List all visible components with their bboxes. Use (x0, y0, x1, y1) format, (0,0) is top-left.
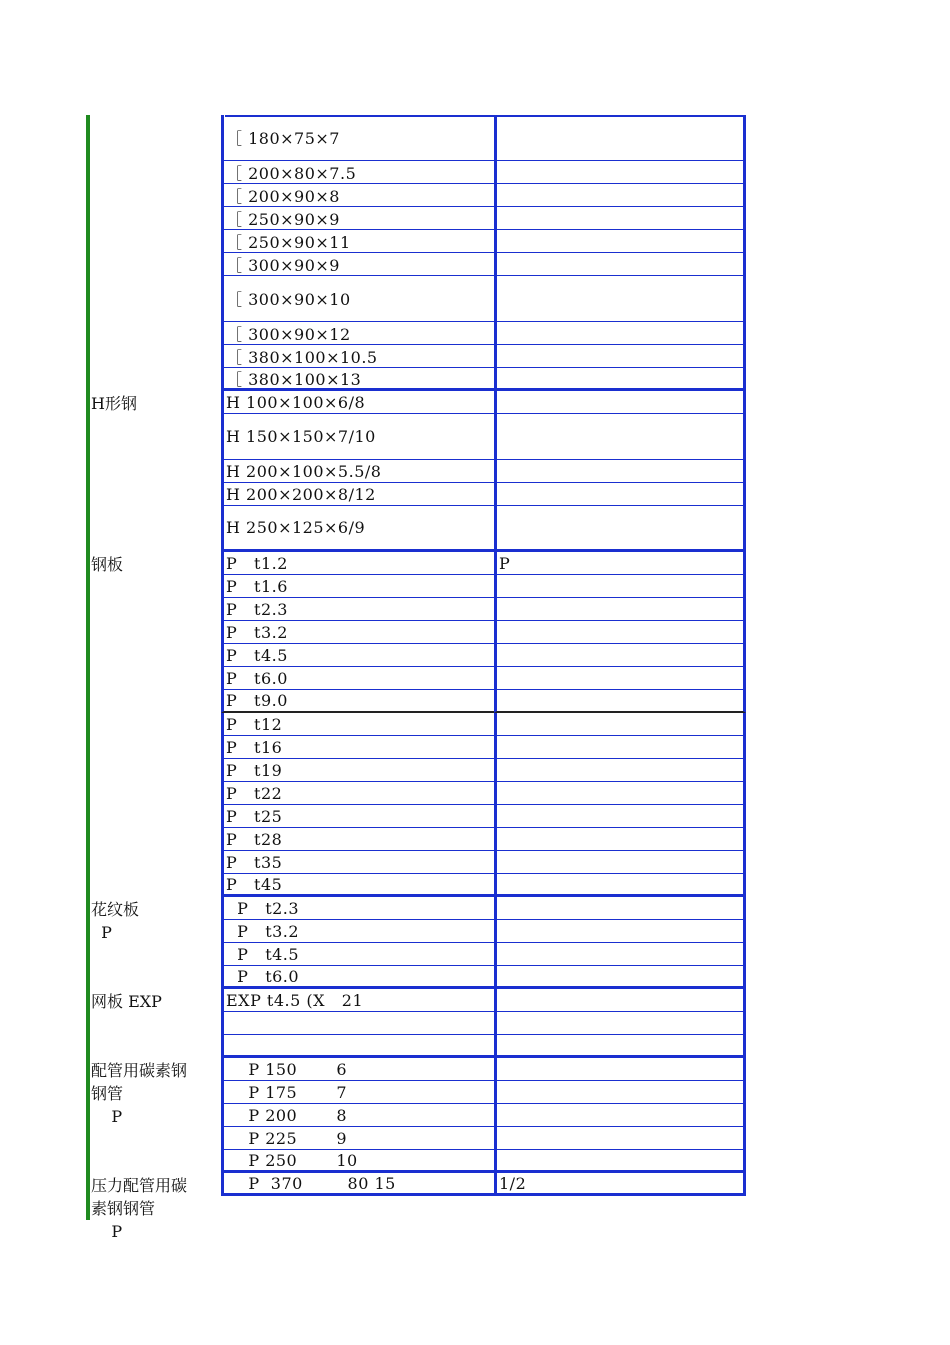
table-row (221, 644, 746, 667)
note-cell (494, 1150, 746, 1173)
table-row (221, 851, 746, 874)
category-label (86, 115, 221, 391)
spec-cell: P t25 (221, 805, 494, 828)
note-cell (494, 644, 746, 667)
note-cell (494, 782, 746, 805)
category-label: 钢板 (91, 555, 124, 574)
spec-cell: P 175 7 (221, 1081, 494, 1104)
note-cell (494, 874, 746, 897)
note-cell (494, 161, 746, 184)
note-cell (494, 1127, 746, 1150)
table-row (221, 460, 746, 483)
note-cell (494, 1058, 746, 1081)
spec-cell: P 150 6 (221, 1058, 494, 1081)
note-cell (494, 506, 746, 552)
note-cell (494, 920, 746, 943)
spec-cell: P t3.2 (221, 621, 494, 644)
spec-cell: ［ 250×90×9 (221, 207, 494, 230)
spec-cell: P t6.0 (221, 667, 494, 690)
spec-cell: H 200×100×5.5/8 (221, 460, 494, 483)
spec-cell: P t22 (221, 782, 494, 805)
spec-cell: H 250×125×6/9 (221, 506, 494, 552)
table-row (221, 805, 746, 828)
note-cell (494, 230, 746, 253)
table-row (221, 897, 746, 920)
section-group (86, 391, 746, 552)
table-row (221, 207, 746, 230)
table-row (221, 161, 746, 184)
table-row (221, 322, 746, 345)
table-row (221, 506, 746, 552)
spec-cell: P t45 (221, 874, 494, 897)
note-cell (494, 391, 746, 414)
note-cell: 1/2 (494, 1173, 746, 1196)
table-row (221, 1104, 746, 1127)
spec-cell: H 150×150×7/10 (221, 414, 494, 460)
spec-cell: P 200 8 (221, 1104, 494, 1127)
spec-cell: ［ 300×90×9 (221, 253, 494, 276)
table-row (221, 598, 746, 621)
table-row (221, 1150, 746, 1173)
note-cell (494, 368, 746, 391)
spec-cell: P t6.0 (221, 966, 494, 989)
note-cell (494, 690, 746, 713)
table-row (221, 276, 746, 322)
spec-cell: P t9.0 (221, 690, 494, 713)
table-row (221, 736, 746, 759)
note-cell (494, 207, 746, 230)
table-row (221, 713, 746, 736)
note-cell (494, 1012, 746, 1035)
note-cell (494, 759, 746, 782)
category-label: 配管用碳素钢 钢管 P (91, 1061, 188, 1126)
spec-cell: P 225 9 (221, 1127, 494, 1150)
note-cell (494, 828, 746, 851)
note-cell (494, 667, 746, 690)
table-row (221, 1035, 746, 1058)
table-row (221, 667, 746, 690)
note-cell (494, 184, 746, 207)
spec-cell: H 200×200×8/12 (221, 483, 494, 506)
note-cell (494, 414, 746, 460)
table-row (221, 1012, 746, 1035)
table-row (221, 483, 746, 506)
section-group (86, 1173, 746, 1243)
spec-cell: P 370 80 15 (221, 1173, 494, 1196)
section-group (86, 115, 746, 391)
spec-cell: EXP t4.5 (X 21 (221, 989, 494, 1012)
table-row (221, 989, 746, 1012)
spec-cell (221, 1035, 494, 1058)
section-rows (221, 1058, 746, 1173)
table-row (221, 575, 746, 598)
note-cell (494, 897, 746, 920)
table-row (221, 920, 746, 943)
section-rows (221, 989, 746, 1058)
spec-cell: P t16 (221, 736, 494, 759)
note-cell (494, 736, 746, 759)
table-row (221, 943, 746, 966)
spec-cell: P t4.5 (221, 943, 494, 966)
note-cell (494, 713, 746, 736)
table-row (221, 184, 746, 207)
spec-cell: P t2.3 (221, 897, 494, 920)
note-cell (494, 598, 746, 621)
note-cell (494, 253, 746, 276)
table-row (221, 1081, 746, 1104)
spec-cell: P t2.3 (221, 598, 494, 621)
note-cell (494, 345, 746, 368)
category-label: 压力配管用碳 素钢钢管 P (91, 1176, 188, 1241)
table-row (221, 345, 746, 368)
spec-cell: ［ 250×90×11 (221, 230, 494, 253)
spec-cell: ［ 300×90×10 (221, 276, 494, 322)
note-cell (494, 115, 746, 161)
section-rows (221, 115, 746, 391)
table-row (221, 391, 746, 414)
spec-cell: ［ 380×100×13 (221, 368, 494, 391)
section-rows (221, 897, 746, 989)
spec-cell: P t3.2 (221, 920, 494, 943)
note-cell (494, 276, 746, 322)
note-cell (494, 621, 746, 644)
note-cell (494, 483, 746, 506)
table-row (221, 115, 746, 161)
category-label: 花纹板 P (91, 900, 140, 942)
table-row (221, 1058, 746, 1081)
table-row (221, 552, 746, 575)
spec-cell: P t35 (221, 851, 494, 874)
note-cell: P (494, 552, 746, 575)
spec-cell: P 250 10 (221, 1150, 494, 1173)
spec-cell: P t28 (221, 828, 494, 851)
spec-cell: ［ 200×90×8 (221, 184, 494, 207)
table-row (221, 782, 746, 805)
note-cell (494, 966, 746, 989)
section-group (86, 897, 746, 989)
spec-cell (221, 1012, 494, 1035)
table-row (221, 1127, 746, 1150)
section-group (86, 552, 746, 897)
material-spec-table (86, 115, 746, 1243)
section-rows (221, 1173, 746, 1243)
table-row (221, 1173, 746, 1196)
spec-cell: H 100×100×6/8 (221, 391, 494, 414)
section-rows (221, 552, 746, 897)
section-group (86, 989, 746, 1058)
spec-cell: ［ 200×80×7.5 (221, 161, 494, 184)
note-cell (494, 460, 746, 483)
note-cell (494, 575, 746, 598)
category-label: H形钢 (91, 394, 137, 413)
table-row (221, 621, 746, 644)
category-label: 网板 EXP (91, 992, 162, 1011)
table-row (221, 966, 746, 989)
table-row (221, 828, 746, 851)
table-row (221, 368, 746, 391)
note-cell (494, 1104, 746, 1127)
table-row (221, 759, 746, 782)
spec-cell: ［ 300×90×12 (221, 322, 494, 345)
section-rows (221, 391, 746, 552)
table-row (221, 690, 746, 713)
note-cell (494, 943, 746, 966)
note-cell (494, 322, 746, 345)
spec-cell: P t1.6 (221, 575, 494, 598)
spec-cell: P t12 (221, 713, 494, 736)
note-cell (494, 851, 746, 874)
spec-cell: P t4.5 (221, 644, 494, 667)
note-cell (494, 989, 746, 1012)
note-cell (494, 1035, 746, 1058)
spec-cell: P t19 (221, 759, 494, 782)
table-row (221, 230, 746, 253)
table-row (221, 874, 746, 897)
note-cell (494, 805, 746, 828)
spec-cell: ［ 180×75×7 (221, 115, 494, 161)
note-cell (494, 1081, 746, 1104)
spec-cell: ［ 380×100×10.5 (221, 345, 494, 368)
table-row (221, 253, 746, 276)
table-row (221, 414, 746, 460)
section-group (86, 1058, 746, 1173)
spec-cell: P t1.2 (221, 552, 494, 575)
